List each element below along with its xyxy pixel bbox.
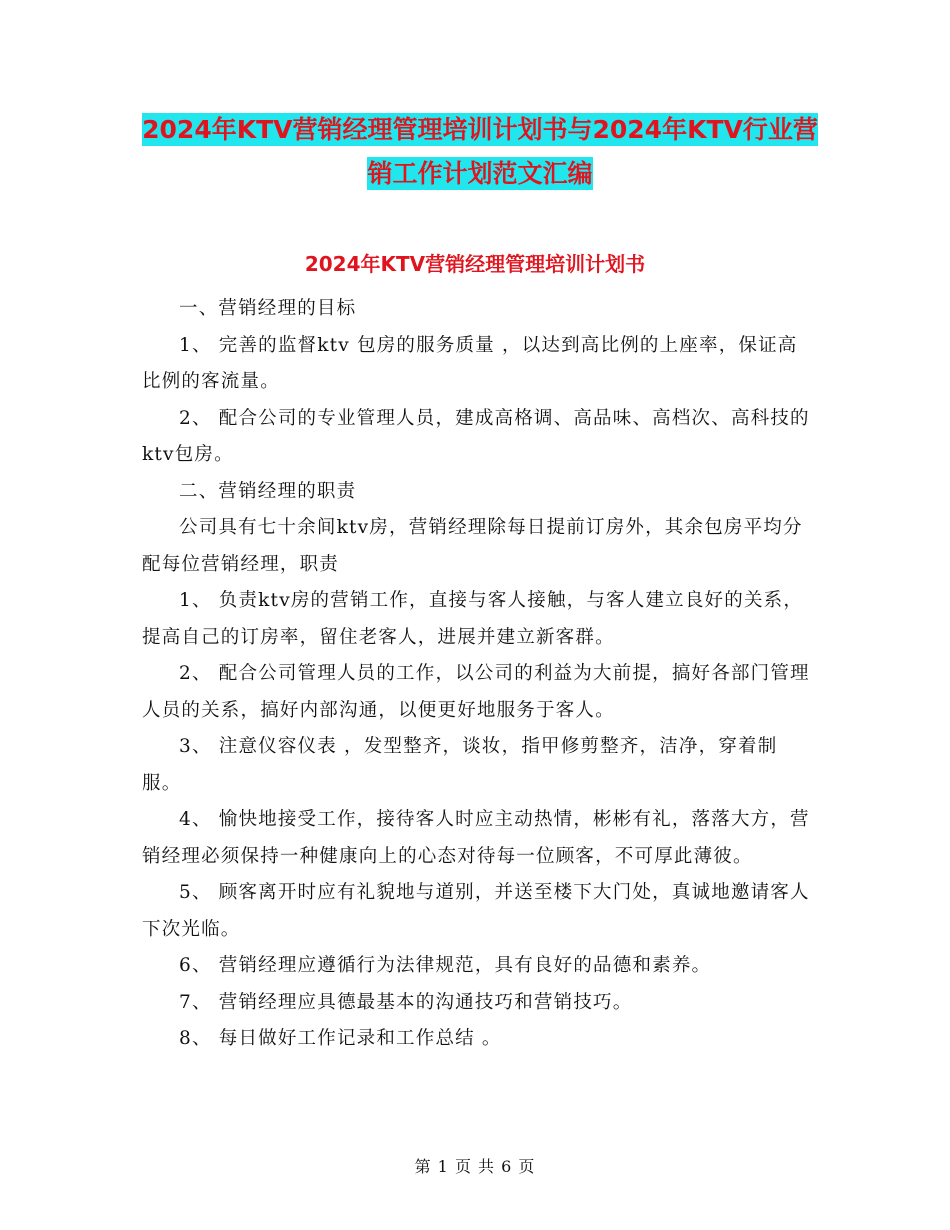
- paragraph: 2、 配合公司管理人员的工作，以公司的利益为大前提，搞好各部门管理人员的关系，搞好内部沟通，以便更好地服务于客人。: [142, 663, 810, 721]
- paragraph: 4、 愉快地接受工作，接待客人时应主动热情，彬彬有礼，落落大方，营销经理必须保持一种健康向上的心态对待每一位顾客，不可厚此薄彼。: [142, 809, 810, 867]
- paragraph: 3、 注意仪容仪表 ，发型整齐，谈妆，指甲修剪整齐，洁净，穿着制服。: [142, 736, 778, 794]
- page-footer: 第 1 页 共 6 页: [414, 1157, 536, 1176]
- paragraph: 7、 营销经理应具德最基本的沟通技巧和营销技巧。: [179, 991, 633, 1013]
- paragraph: 公司具有七十余间ktv房，营销经理除每日提前订房外，其余包房平均分配每位营销经理，职责: [142, 517, 803, 575]
- paragraph-heading-goals: 一、营销经理的目标: [179, 298, 357, 319]
- section-title: 2024年KTV营销经理管理培训计划书: [304, 252, 646, 276]
- paragraph-heading-duties: 二、营销经理的职责: [179, 480, 357, 502]
- document-title: [140, 108, 820, 196]
- paragraph: 8、 每日做好工作记录和工作总结 。: [179, 1028, 502, 1049]
- document-body: [142, 291, 810, 1058]
- document-title-text: 2024年KTV营销经理管理培训计划书与2024年KTV行业营销工作计划范文汇编: [142, 115, 818, 188]
- paragraph: 1、 负责ktv房的营销工作，直接与客人接触，与客人建立良好的关系，提高自己的订房率，留住老客人，进展并建立新客群。: [142, 590, 804, 648]
- paragraph: 5、 顾客离开时应有礼貌地与道别，并送至楼下大门处，真诚地邀请客人下次光临。: [142, 882, 810, 940]
- paragraph: 1、 完善的监督ktv 包房的服务质量 ，以达到高比例的上座率，保证高比例的客流量。: [142, 334, 798, 392]
- paragraph: 6、 营销经理应遵循行为法律规范，具有良好的品德和素养。: [179, 955, 712, 976]
- paragraph: 2、 配合公司的专业管理人员，建成高格调、高品味、高档次、高科技的ktv包房。: [142, 407, 810, 465]
